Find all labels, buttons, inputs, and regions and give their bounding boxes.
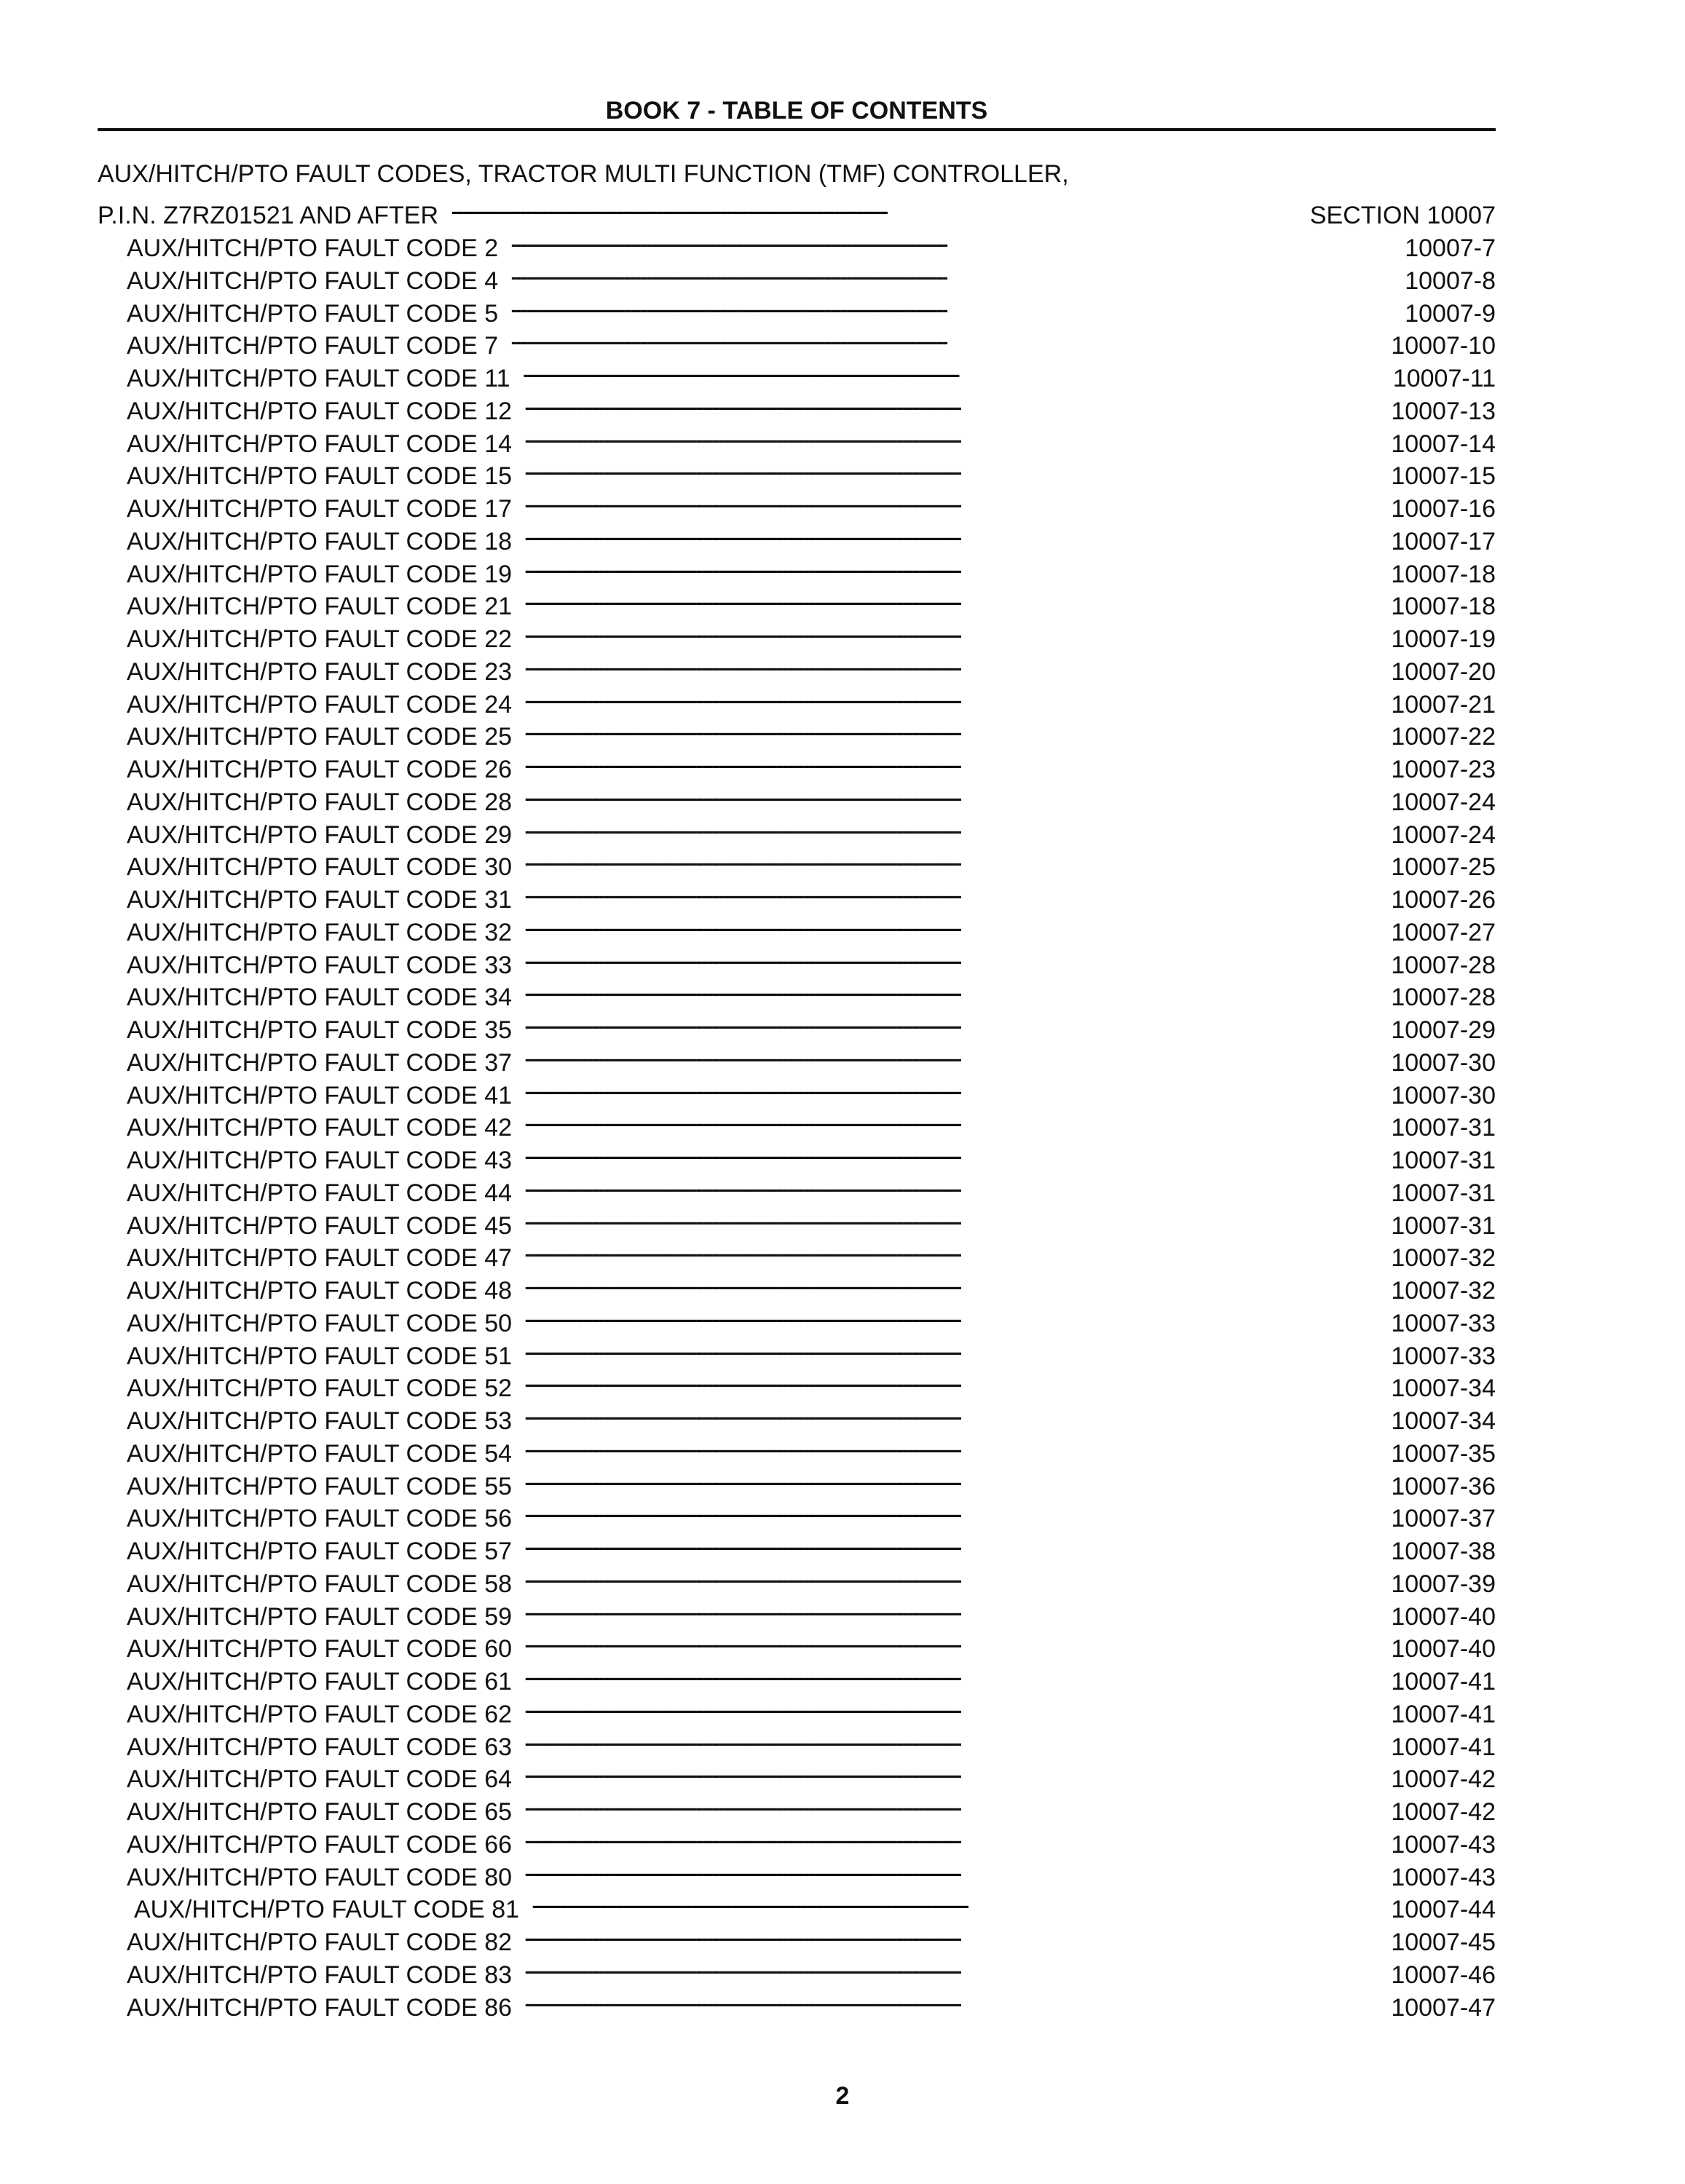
toc-entry[interactable] — [98, 1168, 1496, 1207]
toc-entry-label: AUX/HITCH/PTO FAULT CODE 57 — [127, 1538, 513, 1565]
dot-leader — [450, 191, 1303, 223]
toc-entry-page: 10007-39 — [1391, 1570, 1496, 1598]
toc-entry[interactable] — [98, 1918, 1496, 1956]
dot-leader — [531, 1885, 1384, 1918]
dot-leader — [524, 778, 1384, 810]
toc-entry-label: AUX/HITCH/PTO FAULT CODE 65 — [127, 1798, 513, 1826]
dot-leader — [524, 1233, 1384, 1266]
dot-leader — [524, 1559, 1384, 1592]
dot-leader — [524, 1690, 1384, 1722]
toc-entry[interactable] — [98, 614, 1496, 653]
toc-entry[interactable] — [98, 1592, 1496, 1631]
section-subtitle: P.I.N. Z7RZ01521 AND AFTER — [98, 202, 438, 229]
toc-entry-page: 10007-26 — [1391, 886, 1496, 914]
toc-entry[interactable] — [98, 1103, 1496, 1142]
toc-entry-page: 10007-29 — [1391, 1016, 1496, 1044]
toc-entry-page: 10007-44 — [1391, 1896, 1496, 1923]
toc-entry-label: AUX/HITCH/PTO FAULT CODE 43 — [127, 1147, 513, 1174]
toc-entry[interactable] — [98, 1071, 1496, 1109]
dot-leader — [524, 1103, 1384, 1136]
toc-entry[interactable] — [98, 1657, 1496, 1696]
toc-entry[interactable] — [98, 908, 1496, 946]
toc-entry[interactable] — [98, 1754, 1496, 1793]
toc-entry[interactable] — [98, 1690, 1496, 1728]
toc-entry[interactable] — [98, 941, 1496, 979]
dot-leader — [524, 908, 1384, 941]
toc-entry[interactable] — [98, 680, 1496, 719]
toc-entry-label: AUX/HITCH/PTO FAULT CODE 42 — [127, 1114, 513, 1142]
dot-leader — [524, 387, 1384, 419]
toc-entry-page: 10007-34 — [1391, 1407, 1496, 1435]
toc-entry[interactable] — [98, 550, 1496, 588]
toc-entry-label: AUX/HITCH/PTO FAULT CODE 31 — [127, 886, 513, 914]
dot-leader — [524, 1462, 1384, 1495]
toc-entry-page: 10007-31 — [1391, 1179, 1496, 1207]
dot-leader — [524, 1592, 1384, 1625]
toc-entry-page: 10007-22 — [1391, 723, 1496, 751]
toc-entry-label: AUX/HITCH/PTO FAULT CODE 62 — [127, 1701, 513, 1728]
toc-entry-label: AUX/HITCH/PTO FAULT CODE 12 — [127, 397, 513, 425]
toc-entry-page: 10007-46 — [1391, 1961, 1496, 1989]
toc-entry[interactable] — [98, 778, 1496, 816]
toc-entry-page: 10007-10 — [1391, 332, 1496, 360]
toc-entry-page: 10007-11 — [1392, 365, 1496, 392]
toc-entry[interactable] — [98, 1201, 1496, 1240]
dot-leader — [524, 1168, 1384, 1201]
toc-entry-page: 10007-40 — [1391, 1635, 1496, 1663]
dot-leader — [524, 1950, 1384, 1983]
toc-entry-page: 10007-32 — [1391, 1277, 1496, 1305]
toc-entry[interactable] — [98, 1005, 1496, 1044]
toc-entry[interactable] — [98, 256, 1496, 295]
toc-entry-label: AUX/HITCH/PTO FAULT CODE 64 — [127, 1765, 513, 1793]
toc-entry[interactable] — [98, 1722, 1496, 1761]
toc-entry[interactable] — [98, 354, 1496, 392]
toc-entry-label: AUX/HITCH/PTO FAULT CODE 53 — [127, 1407, 513, 1435]
dot-leader — [524, 745, 1384, 778]
dot-leader — [524, 1005, 1384, 1038]
dot-leader — [524, 1918, 1384, 1950]
toc-entry-label: AUX/HITCH/PTO FAULT CODE 29 — [127, 821, 513, 849]
toc-entry-page: 10007-37 — [1391, 1505, 1496, 1532]
toc-entry-label: AUX/HITCH/PTO FAULT CODE 55 — [127, 1473, 513, 1500]
toc-entry-page: 10007-18 — [1391, 593, 1496, 620]
toc-entry[interactable] — [98, 582, 1496, 620]
toc-entry-page: 10007-45 — [1391, 1928, 1496, 1956]
toc-entry-label: AUX/HITCH/PTO FAULT CODE 54 — [127, 1440, 513, 1468]
dot-leader — [524, 582, 1384, 614]
toc-entry[interactable] — [98, 1527, 1496, 1565]
toc-entry-page: 10007-31 — [1391, 1147, 1496, 1174]
toc-entry-page: 10007-33 — [1391, 1310, 1496, 1337]
toc-entry[interactable] — [98, 1559, 1496, 1598]
dot-leader — [524, 1853, 1384, 1886]
toc-entry[interactable] — [98, 1332, 1496, 1370]
toc-entry[interactable] — [98, 1820, 1496, 1859]
toc-entry[interactable] — [98, 1787, 1496, 1826]
toc-entry-label: AUX/HITCH/PTO FAULT CODE 86 — [127, 1994, 513, 2022]
toc-entry-page: 10007-36 — [1391, 1473, 1496, 1500]
toc-entry[interactable] — [98, 875, 1496, 914]
toc-entry[interactable] — [98, 517, 1496, 555]
toc-entry-page: 10007-41 — [1391, 1668, 1496, 1696]
toc-entry-label: AUX/HITCH/PTO FAULT CODE 26 — [127, 756, 513, 783]
dot-leader — [524, 1657, 1384, 1690]
toc-entry-page: 10007-19 — [1391, 625, 1496, 653]
toc-entry[interactable] — [98, 1950, 1496, 1989]
toc-entry-page: 10007-17 — [1391, 528, 1496, 555]
toc-entry[interactable] — [98, 1396, 1496, 1435]
toc-entry-page: 10007-9 — [1405, 300, 1496, 328]
toc-entry-page: 10007-35 — [1391, 1440, 1496, 1468]
dot-leader — [524, 419, 1384, 452]
toc-entry[interactable] — [98, 1299, 1496, 1337]
toc-entry-page: 10007-8 — [1405, 267, 1496, 295]
dot-leader — [510, 256, 1397, 289]
toc-entry[interactable] — [98, 647, 1496, 686]
dot-leader — [524, 712, 1384, 745]
toc-entry[interactable] — [98, 1983, 1496, 2022]
toc-entry-label: AUX/HITCH/PTO FAULT CODE 11 — [127, 365, 510, 392]
toc-entry-label: AUX/HITCH/PTO FAULT CODE 45 — [127, 1212, 513, 1240]
toc-entry-label: AUX/HITCH/PTO FAULT CODE 33 — [127, 951, 513, 979]
dot-leader — [510, 289, 1397, 322]
toc-entry-label: AUX/HITCH/PTO FAULT CODE 24 — [127, 691, 513, 719]
toc-entry-label: AUX/HITCH/PTO FAULT CODE 17 — [127, 495, 513, 523]
toc-entry-page: 10007-40 — [1391, 1603, 1496, 1631]
toc-entry-label: AUX/HITCH/PTO FAULT CODE 14 — [127, 430, 513, 458]
dot-leader — [524, 550, 1384, 582]
toc-entry-page: 10007-30 — [1391, 1082, 1496, 1109]
toc-entry[interactable] — [98, 451, 1496, 490]
toc-entry-page: 10007-20 — [1391, 658, 1496, 686]
section-title: AUX/HITCH/PTO FAULT CODES, TRACTOR MULTI FUNCTION (TMF) CONTROLLER, — [98, 160, 1069, 188]
toc-entry[interactable] — [98, 1624, 1496, 1663]
toc-entry-label: AUX/HITCH/PTO FAULT CODE 83 — [127, 1961, 513, 1989]
dot-leader — [524, 1364, 1384, 1396]
dot-leader — [524, 1299, 1384, 1332]
toc-entry-page: 10007-14 — [1391, 430, 1496, 458]
toc-entry[interactable] — [98, 810, 1496, 849]
toc-entry-page: 10007-41 — [1391, 1701, 1496, 1728]
toc-entry-page: 10007-23 — [1391, 756, 1496, 783]
toc-entry[interactable] — [98, 842, 1496, 881]
toc-entry[interactable] — [98, 1462, 1496, 1500]
toc-entry-label: AUX/HITCH/PTO FAULT CODE 37 — [127, 1049, 513, 1077]
toc-entry-label: AUX/HITCH/PTO FAULT CODE 50 — [127, 1310, 513, 1337]
toc-entry[interactable] — [98, 419, 1496, 458]
toc-entry-page: 10007-33 — [1391, 1342, 1496, 1370]
toc-entry-label: AUX/HITCH/PTO FAULT CODE 81 — [134, 1896, 520, 1923]
toc-entry-page: 10007-47 — [1391, 1994, 1496, 2022]
toc-entry-page: 10007-27 — [1391, 919, 1496, 946]
toc-entry-label: AUX/HITCH/PTO FAULT CODE 82 — [127, 1928, 513, 1956]
page-number: 2 — [835, 2082, 850, 2110]
toc-entry-label: AUX/HITCH/PTO FAULT CODE 60 — [127, 1635, 513, 1663]
toc-entry[interactable] — [98, 712, 1496, 751]
toc-entry-label: AUX/HITCH/PTO FAULT CODE 51 — [127, 1342, 513, 1370]
page-title: BOOK 7 - TABLE OF CONTENTS — [605, 97, 988, 124]
toc-entry-label: AUX/HITCH/PTO FAULT CODE 25 — [127, 723, 513, 751]
dot-leader — [524, 973, 1384, 1005]
toc-entry[interactable] — [98, 387, 1496, 425]
toc-entry-page: 10007-28 — [1391, 984, 1496, 1011]
toc-entry-label: AUX/HITCH/PTO FAULT CODE 48 — [127, 1277, 513, 1305]
toc-entry[interactable] — [98, 223, 1496, 262]
toc-entry-label: AUX/HITCH/PTO FAULT CODE 22 — [127, 625, 513, 653]
toc-entry-page: 10007-30 — [1391, 1049, 1496, 1077]
dot-leader — [524, 1624, 1384, 1657]
toc-entry-label: AUX/HITCH/PTO FAULT CODE 41 — [127, 1082, 513, 1109]
toc-entry[interactable] — [98, 1233, 1496, 1272]
toc-entry-label: AUX/HITCH/PTO FAULT CODE 5 — [127, 300, 499, 328]
dot-leader — [524, 484, 1384, 517]
toc-entry-label: AUX/HITCH/PTO FAULT CODE 4 — [127, 267, 499, 295]
toc-entry-page: 10007-28 — [1391, 951, 1496, 979]
dot-leader — [524, 1787, 1384, 1820]
toc-entry-page: 10007-24 — [1391, 821, 1496, 849]
toc-entry-label: AUX/HITCH/PTO FAULT CODE 44 — [127, 1179, 513, 1207]
dot-leader — [524, 1071, 1384, 1104]
toc-entry-page: 10007-43 — [1391, 1831, 1496, 1859]
toc-entry-page: 10007-34 — [1391, 1374, 1496, 1402]
toc-entry-label: AUX/HITCH/PTO FAULT CODE 59 — [127, 1603, 513, 1631]
dot-leader — [524, 1722, 1384, 1755]
toc-entry-page: 10007-43 — [1391, 1864, 1496, 1891]
toc-entry[interactable] — [98, 1364, 1496, 1402]
dot-leader — [524, 1494, 1384, 1527]
section-page-ref: SECTION 10007 — [1309, 202, 1496, 229]
toc-entry[interactable] — [98, 1853, 1496, 1891]
dot-leader — [524, 875, 1384, 908]
dot-leader — [510, 321, 1384, 354]
dot-leader — [524, 1820, 1384, 1853]
dot-leader — [524, 1201, 1384, 1234]
toc-entry-page: 10007-7 — [1405, 234, 1496, 262]
toc-entry-label: AUX/HITCH/PTO FAULT CODE 35 — [127, 1016, 513, 1044]
toc-entry-label: AUX/HITCH/PTO FAULT CODE 47 — [127, 1244, 513, 1272]
toc-entry-page: 10007-32 — [1391, 1244, 1496, 1272]
dot-leader — [524, 941, 1384, 973]
toc-entry-page: 10007-21 — [1391, 691, 1496, 719]
toc-entry[interactable] — [98, 1429, 1496, 1468]
dot-leader — [524, 810, 1384, 843]
toc-entry-page: 10007-42 — [1391, 1798, 1496, 1826]
toc-entry-page: 10007-25 — [1391, 853, 1496, 881]
toc-entry-page: 10007-16 — [1391, 495, 1496, 523]
toc-entry[interactable] — [98, 1266, 1496, 1305]
toc-entry-label: AUX/HITCH/PTO FAULT CODE 56 — [127, 1505, 513, 1532]
toc-entry-label: AUX/HITCH/PTO FAULT CODE 52 — [127, 1374, 513, 1402]
toc-entry-page: 10007-18 — [1391, 561, 1496, 588]
dot-leader — [524, 680, 1384, 713]
toc-entry-page: 10007-38 — [1391, 1538, 1496, 1565]
toc-entry-label: AUX/HITCH/PTO FAULT CODE 19 — [127, 561, 513, 588]
toc-entry-label: AUX/HITCH/PTO FAULT CODE 18 — [127, 528, 513, 555]
toc-entry-page: 10007-31 — [1391, 1114, 1496, 1142]
toc-entry-label: AUX/HITCH/PTO FAULT CODE 58 — [127, 1570, 513, 1598]
toc-entry-label: AUX/HITCH/PTO FAULT CODE 2 — [127, 234, 499, 262]
toc-entry-page: 10007-24 — [1391, 788, 1496, 816]
dot-leader — [524, 614, 1384, 647]
toc-entry-label: AUX/HITCH/PTO FAULT CODE 66 — [127, 1831, 513, 1859]
toc-entry-page: 10007-41 — [1391, 1733, 1496, 1761]
toc-entry[interactable] — [98, 1136, 1496, 1174]
toc-entry[interactable] — [98, 484, 1496, 523]
toc-entry-page: 10007-13 — [1391, 397, 1496, 425]
toc-entry-label: AUX/HITCH/PTO FAULT CODE 23 — [127, 658, 513, 686]
toc-entry-label: AUX/HITCH/PTO FAULT CODE 80 — [127, 1864, 513, 1891]
dot-leader — [524, 1396, 1384, 1429]
dot-leader — [524, 1983, 1384, 2016]
dot-leader — [524, 1527, 1384, 1559]
toc-entry-label: AUX/HITCH/PTO FAULT CODE 61 — [127, 1668, 513, 1696]
toc-entry-label: AUX/HITCH/PTO FAULT CODE 7 — [127, 332, 499, 360]
toc-entry-label: AUX/HITCH/PTO FAULT CODE 15 — [127, 462, 513, 490]
dot-leader — [524, 1136, 1384, 1168]
dot-leader — [522, 354, 1386, 387]
header-rule — [98, 128, 1496, 131]
toc-entry[interactable] — [98, 1494, 1496, 1532]
toc-entry-page: 10007-31 — [1391, 1212, 1496, 1240]
toc-entry-label: AUX/HITCH/PTO FAULT CODE 28 — [127, 788, 513, 816]
dot-leader — [524, 1429, 1384, 1462]
toc-entry-label: AUX/HITCH/PTO FAULT CODE 63 — [127, 1733, 513, 1761]
toc-entry[interactable] — [98, 289, 1496, 328]
dot-leader — [524, 1266, 1384, 1299]
toc-entry-label: AUX/HITCH/PTO FAULT CODE 32 — [127, 919, 513, 946]
toc-entry[interactable] — [98, 745, 1496, 783]
toc-entry-page: 10007-42 — [1391, 1765, 1496, 1793]
dot-leader — [510, 223, 1397, 256]
toc-entry-page: 10007-15 — [1391, 462, 1496, 490]
dot-leader — [524, 1332, 1384, 1364]
toc-entry-label: AUX/HITCH/PTO FAULT CODE 21 — [127, 593, 513, 620]
dot-leader — [524, 647, 1384, 680]
toc-entry[interactable] — [98, 321, 1496, 360]
toc-entry-label: AUX/HITCH/PTO FAULT CODE 30 — [127, 853, 513, 881]
dot-leader — [524, 451, 1384, 484]
toc-entry-label: AUX/HITCH/PTO FAULT CODE 34 — [127, 984, 513, 1011]
dot-leader — [524, 1038, 1384, 1071]
dot-leader — [524, 1754, 1384, 1787]
dot-leader — [524, 842, 1384, 875]
toc-entry[interactable] — [98, 1038, 1496, 1077]
section-entry[interactable] — [98, 191, 1496, 229]
dot-leader — [524, 517, 1384, 550]
toc-entry[interactable] — [98, 1885, 1496, 1923]
toc-entry[interactable] — [98, 973, 1496, 1011]
